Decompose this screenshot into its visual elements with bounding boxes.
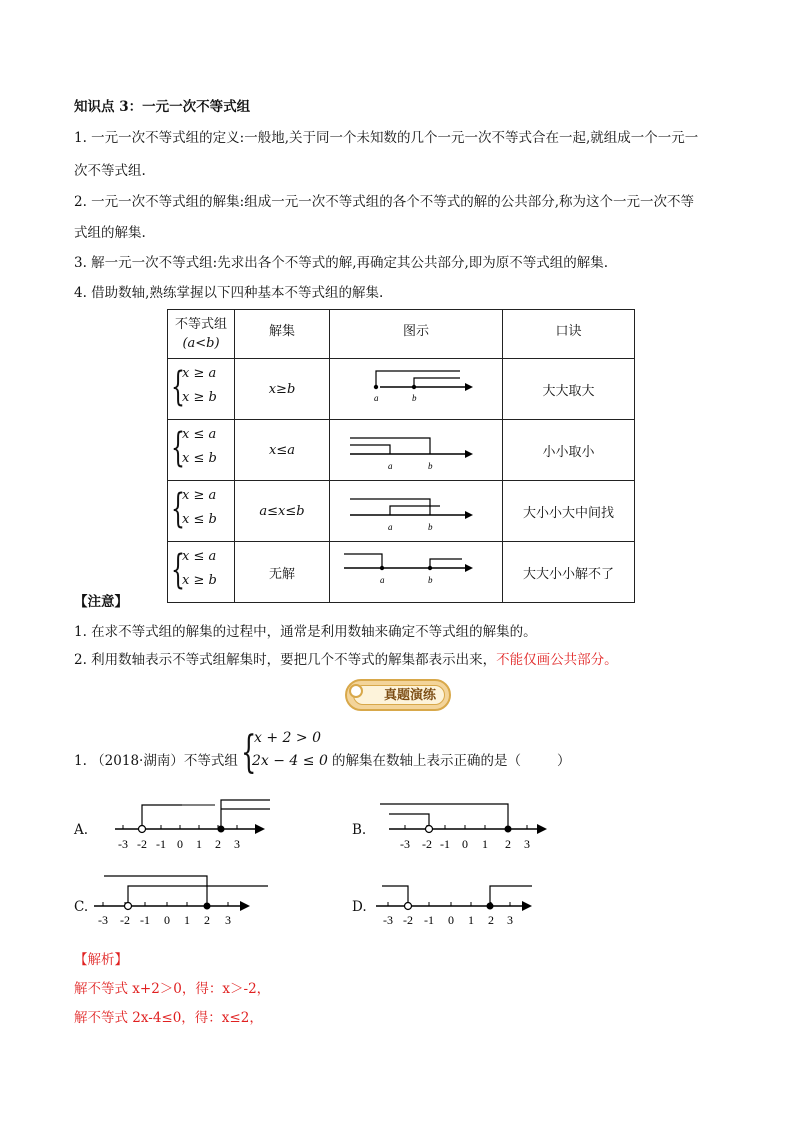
label-a: a (374, 393, 379, 403)
section-title: 知识点 3：一元一次不等式组 (74, 99, 251, 115)
item-3: 3. 解一元一次不等式组:先求出各个不等式的解,再确定其公共部分,即为原不等式组的解集. (74, 255, 609, 271)
system-ineq-2: x ≥ b (182, 573, 217, 588)
ray-left (382, 886, 408, 906)
tick-label: 0 (448, 913, 454, 927)
solution-cell: 无解 (235, 542, 330, 603)
ray-lower (128, 886, 268, 906)
ray-a (344, 554, 382, 568)
ray-b (414, 378, 460, 387)
label-a: a (388, 461, 393, 471)
point-a (374, 385, 378, 389)
axis-arrow (465, 383, 473, 391)
item-1-line1: 1. 一元一次不等式组的定义:一般地,关于同一个未知数的几个一元一次不等式合在一起,就组成一个一元一 (74, 130, 699, 146)
table-row (168, 420, 635, 481)
brace-symbol: { (171, 547, 185, 593)
mnemonic-cell: 小小取小 (503, 420, 635, 481)
system-cell (168, 481, 235, 542)
number-line-diagram (330, 481, 502, 537)
brace-symbol: { (171, 486, 185, 532)
tick-label: 1 (468, 913, 474, 927)
table-row (168, 481, 635, 542)
axis-arrow (465, 511, 473, 519)
system-cell (168, 420, 235, 481)
header-diagram: 图示 (330, 310, 503, 359)
table-row (168, 542, 635, 603)
note-2-text: 2. 利用数轴表示不等式组解集时，要把几个不等式的解集都表示出来， (74, 652, 497, 668)
system-cell (168, 359, 235, 420)
axis-arrow (537, 824, 547, 834)
tick-label: -1 (440, 837, 450, 851)
tick-label: 3 (524, 837, 530, 851)
tick-label: -1 (156, 837, 166, 851)
item-1-line2: 次不等式组. (74, 163, 146, 179)
practice-badge (345, 679, 451, 711)
system-ineq-2: x ≥ b (182, 390, 217, 405)
ray-a (390, 506, 440, 515)
header-mnemonic: 口诀 (503, 310, 635, 359)
open-point (125, 903, 132, 910)
mnemonic-cell: 大大取大 (503, 359, 635, 420)
table-row (168, 359, 635, 420)
tick-label: 1 (184, 913, 190, 927)
open-point (139, 826, 146, 833)
diagram-cell (330, 542, 503, 603)
ray-a (376, 371, 460, 387)
number-line-diagram (330, 542, 502, 598)
tick-label: 0 (177, 837, 183, 851)
item-2-line2: 式组的解集. (74, 225, 146, 241)
option-d-letter: D. (352, 899, 367, 915)
solid-point (487, 903, 494, 910)
tick-label: -3 (400, 837, 410, 851)
option-a-letter: A. (74, 822, 89, 838)
question-ineq-2: 2x − 4 ≤ 0 (252, 753, 328, 769)
analysis-line-2: 解不等式 2x-4≤0，得：x≤2， (74, 1010, 263, 1026)
label-b: b (412, 393, 417, 403)
axis-arrow (255, 824, 265, 834)
system-ineq-1: x ≥ a (182, 488, 217, 503)
tick-label: 1 (196, 837, 202, 851)
question-suffix-text: 的解集在数轴上表示正确的是（ (332, 753, 521, 769)
label-b: b (428, 522, 433, 532)
label-b: b (428, 461, 433, 471)
system-ineq-1: x ≤ a (182, 549, 217, 564)
system-cell (168, 542, 235, 603)
point-a (380, 566, 384, 570)
note-1: 1. 在求不等式组的解集的过程中，通常是利用数轴来确定不等式组的解集的。 (74, 624, 537, 640)
point-b (412, 385, 416, 389)
tick-label: 1 (482, 837, 488, 851)
solution-cell: a≤x≤b (235, 481, 330, 542)
open-point (405, 903, 412, 910)
analysis-title: 【解析】 (74, 952, 128, 968)
practice-badge-label: 真题演练 (353, 685, 445, 705)
tick-label: -2 (422, 837, 432, 851)
badge-circle-icon (349, 684, 363, 698)
solution-cell: x≥b (235, 359, 330, 420)
header-system (168, 310, 235, 359)
ray-upper (104, 876, 207, 906)
ray-b (430, 559, 462, 568)
tick-label: 3 (507, 913, 513, 927)
option-a-number-line (95, 798, 280, 858)
system-ineq-1: x ≥ a (182, 366, 217, 381)
header-system-condition: (a<b) (182, 336, 220, 351)
tick-label: 2 (204, 913, 210, 927)
question-ineq-1: x + 2 > 0 (254, 730, 321, 746)
brace-symbol: { (171, 425, 185, 471)
header-solution: 解集 (235, 310, 330, 359)
question-brace-symbol: { (241, 727, 257, 778)
question-suffix (332, 751, 571, 771)
label-a: a (388, 522, 393, 532)
tick-label: -3 (98, 913, 108, 927)
tick-label: -2 (120, 913, 130, 927)
axis-arrow (465, 564, 473, 572)
diagram-cell (330, 359, 503, 420)
option-c-letter: C. (74, 899, 89, 915)
brace-symbol: { (171, 364, 185, 410)
tick-label: -2 (137, 837, 147, 851)
axis-arrow (522, 901, 532, 911)
tick-label: 0 (164, 913, 170, 927)
item-4: 4. 借助数轴,熟练掌握以下四种基本不等式组的解集. (74, 285, 384, 301)
question-close-paren: ） (557, 753, 571, 769)
mnemonic-cell: 大大小小解不了 (503, 542, 635, 603)
tick-label: 2 (215, 837, 221, 851)
ray-upper (380, 804, 508, 829)
system-ineq-2: x ≤ b (182, 451, 217, 466)
diagram-cell (330, 420, 503, 481)
label-b: b (428, 575, 433, 585)
tick-label: -1 (424, 913, 434, 927)
tick-label: 3 (225, 913, 231, 927)
system-ineq-1: x ≤ a (182, 427, 217, 442)
question-prefix: 1. （2018·湖南）不等式组 (74, 753, 238, 769)
tick-label: -3 (383, 913, 393, 927)
notes-title: 【注意】 (74, 594, 128, 610)
option-d-number-line (372, 872, 557, 930)
tick-label: 2 (505, 837, 511, 851)
tick-label: 2 (488, 913, 494, 927)
axis-arrow (240, 901, 250, 911)
ray-right-upper (221, 800, 270, 829)
option-c-number-line (90, 868, 275, 930)
note-2-emphasis: 不能仅画公共部分。 (496, 652, 618, 668)
tick-label: -3 (118, 837, 128, 851)
mnemonic-cell: 大小小大中间找 (503, 481, 635, 542)
number-line-diagram (330, 420, 502, 476)
solid-point (505, 826, 512, 833)
open-point (426, 826, 433, 833)
solution-cell: x≤a (235, 420, 330, 481)
tick-label: 0 (462, 837, 468, 851)
diagram-cell (330, 481, 503, 542)
tick-label: 3 (234, 837, 240, 851)
tick-label: -2 (403, 913, 413, 927)
solid-point (204, 903, 211, 910)
note-2 (74, 650, 618, 670)
option-b-letter: B. (352, 822, 367, 838)
solid-point (218, 826, 225, 833)
ray-lower (389, 814, 429, 829)
axis-arrow (465, 450, 473, 458)
analysis-line-1: 解不等式 x+2＞0，得：x＞-2， (74, 981, 271, 997)
option-b-number-line (375, 798, 560, 858)
header-system-label: 不等式组 (174, 317, 227, 332)
point-b (428, 566, 432, 570)
inequality-system-table (167, 309, 635, 603)
label-a: a (380, 575, 385, 585)
item-2-line1: 2. 一元一次不等式组的解集:组成一元一次不等式组的各个不等式的解的公共部分,称为这个一元一次不等 (74, 194, 695, 210)
number-line-diagram (330, 359, 502, 415)
ray-left (142, 805, 182, 829)
system-ineq-2: x ≤ b (182, 512, 217, 527)
ray-a (350, 445, 390, 454)
tick-label: -1 (140, 913, 150, 927)
